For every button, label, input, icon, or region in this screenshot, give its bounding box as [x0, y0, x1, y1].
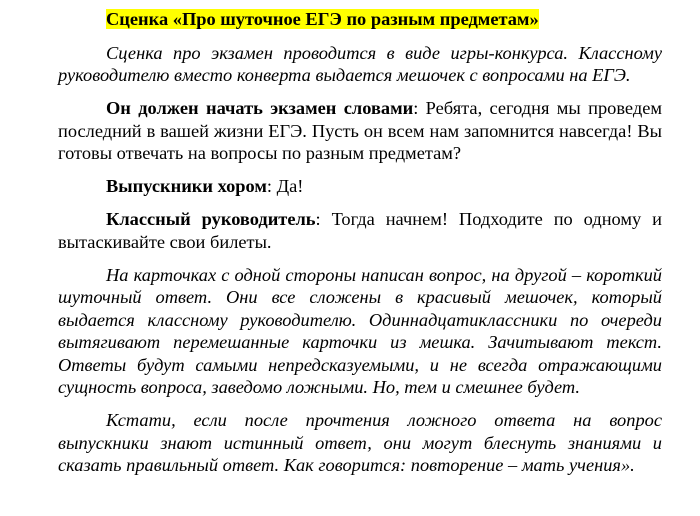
document-title: Сценка «Про шуточное ЕГЭ по разным предметам»: [106, 9, 539, 29]
closing-note-paragraph: [58, 409, 662, 477]
speaker-label: Выпускники хором: [106, 176, 267, 196]
title-block: [58, 8, 662, 31]
speech-text: : Ребята, сегодня мы проведем последний в вашей жизни ЕГЭ. Пусть он всем нам запомнится навсегда! Вы готовы отвечать на вопросы по разным предметам?: [58, 98, 662, 163]
speech-text: : Да!: [266, 176, 304, 196]
teacher-start-paragraph: [58, 97, 662, 165]
speech-text: : Тогда начнем! Подходите по одному и вытаскивайте свои билеты.: [58, 209, 662, 252]
graduates-reply-paragraph: [58, 175, 662, 198]
intro-text: Сценка про экзамен проводится в виде игры-конкурса. Классному руководителю вместо конверта выдается мешочек с вопросами на ЕГЭ.: [58, 42, 662, 85]
cards-description-paragraph: [58, 264, 662, 399]
speaker-label: Классный руководитель: [106, 209, 316, 229]
speaker-label: Он должен начать экзамен словами: [106, 98, 414, 118]
description-text: На карточках с одной стороны написан вопрос, на другой – короткий шуточный ответ. Они все сложены в красивый мешочек, который выдается классному руководителю. Одиннадцатиклассники по очереди вытягивают перемешанные карточки из мешка. Зачитывают текст. Ответы будут самыми непредсказуемыми, и не всегда отражающими сущность вопроса, заведомо ложными. Но, тем и смешнее будет.: [58, 264, 662, 397]
teacher-reply-paragraph: [58, 208, 662, 253]
note-text: Кстати, если после прочтения ложного ответа на вопрос выпускники знают истинный ответ, они могут блеснуть знаниями и сказать правильный ответ. Как говорится: повторение – мать учения».: [58, 410, 662, 475]
intro-paragraph: [58, 42, 662, 87]
